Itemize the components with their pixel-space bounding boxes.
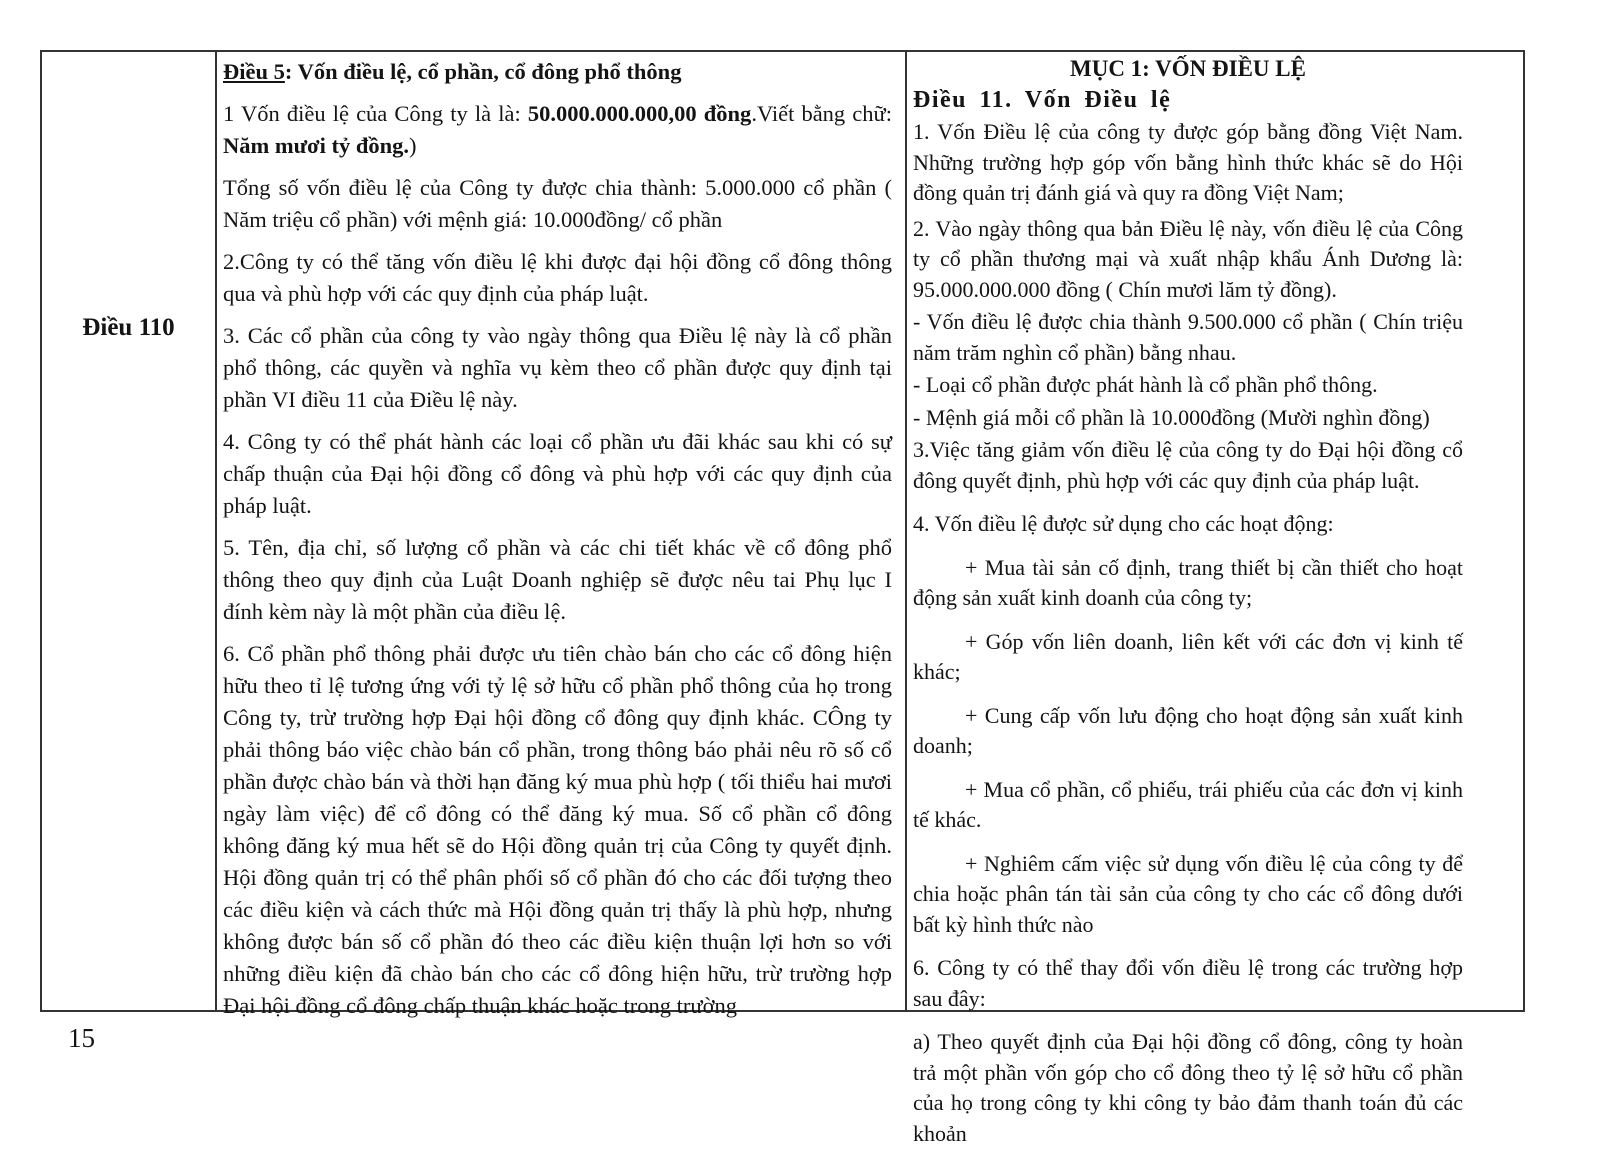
section-1-heading: MỤC 1: VỐN ĐIỀU LỆ bbox=[1070, 56, 1306, 81]
article-5-clause-4: 4. Công ty có thể phát hành các loại cổ phần ưu đãi khác sau khi có sự chấp thuận của Đại hội đồng cổ đông và phù hợp với các quy định của pháp luật. bbox=[223, 429, 892, 518]
page-number: 15 bbox=[68, 1023, 95, 1053]
article-5-total-shares: Tổng số vốn điều lệ của Công ty được chia thành: 5.000.000 cổ phần ( Năm triệu cổ phần) với mệnh giá: 10.000đồng/ cổ phần bbox=[223, 175, 892, 232]
article-11-clause-2: 2. Vào ngày thông qua bản Điều lệ này, vốn điều lệ của Công ty cổ phần thương mại và xuất nhập khẩu Ánh Dương là: 95.000.000.000 đồng ( Chín mươi lăm tỷ đồng). bbox=[913, 215, 1463, 302]
article-11-clause-4-item-1: + Mua tài sản cố định, trang thiết bị cần thiết cho hoạt động sản xuất kinh doanh của công ty; bbox=[913, 554, 1463, 610]
article-11-heading: Điều 11. Vốn Điều lệ bbox=[913, 86, 1172, 113]
article-11-clause-4: 4. Vốn điều lệ được sử dụng cho các hoạt động: bbox=[913, 511, 1334, 536]
charter-capital-words: Năm mươi tỷ đồng. bbox=[223, 133, 409, 158]
article-5-clause-3: 3. Các cổ phần của công ty vào ngày thông qua Điều lệ này là cổ phần phổ thông, các quyền và nghĩa vụ kèm theo cổ phần được quy định tại phần VI điều 11 của Điều lệ này. bbox=[223, 323, 892, 412]
article-5-clause-5: 5. Tên, địa chỉ, số lượng cổ phần và các chi tiết khác về cổ đông phổ thông theo quy định của Luật Doanh nghiệp sẽ được nêu tai Phụ lục I đính kèm này là một phần của điều lệ. bbox=[223, 535, 892, 624]
article-11-clause-6a: a) Theo quyết định của Đại hội đồng cổ đông, công ty hoàn trả một phần vốn góp cho cổ đông theo tỷ lệ sở hữu cổ phần của họ trong công ty khi công ty bảo đảm thanh toán đủ các khoản bbox=[913, 1029, 1463, 1146]
article-11-clause-6: 6. Công ty có thể thay đổi vốn điều lệ trong các trường hợp sau đây: bbox=[913, 955, 1463, 1011]
article-number-cell bbox=[42, 52, 217, 1010]
article-number-label: Điều 110 bbox=[82, 314, 175, 341]
article-11-clause-2-item-type: - Loại cổ phần được phát hành là cổ phần phổ thông. bbox=[913, 372, 1378, 397]
article-11-clause-4-item-4: + Mua cổ phần, cổ phiếu, trái phiếu của các đơn vị kinh tế khác. bbox=[913, 776, 1463, 832]
article-11-clause-2-item-shares: - Vốn điều lệ được chia thành 9.500.000 cổ phần ( Chín triệu năm trăm nghìn cổ phần) bằng nhau. bbox=[913, 309, 1463, 365]
article-11-clause-4-item-2: + Góp vốn liên doanh, liên kết với các đơn vị kinh tế khác; bbox=[913, 628, 1463, 684]
article-11-clause-4-item-5: + Nghiêm cấm việc sử dụng vốn điều lệ của công ty để chia hoặc phân tán tài sản của công ty cho các cổ đông dưới bất kỳ hình thức nào bbox=[913, 850, 1463, 937]
charter-capital-amount: 50.000.000.000,00 đồng bbox=[527, 101, 752, 126]
article-5-heading bbox=[223, 56, 892, 88]
article-11-clause-3: 3.Việc tăng giảm vốn điều lệ của công ty do Đại hội đồng cổ đông quyết định, phù hợp với các quy định của pháp luật. bbox=[913, 437, 1463, 493]
section-1-column bbox=[907, 52, 1523, 1146]
article-5-heading-title: : Vốn điều lệ, cổ phần, cổ đông phổ thông bbox=[284, 59, 682, 84]
article-5-clause-6: 6. Cổ phần phổ thông phải được ưu tiên chào bán cho các cổ đông hiện hữu theo tỉ lệ tương ứng với tỷ lệ sở hữu cổ phần phổ thông của họ trong Công ty, trừ trường hợp Đại hội đồng cổ đông quy định khác. CÔng ty phải thông báo việc chào bán cổ phần, trong thông báo phải nêu rõ số cổ phần được chào bán và thời hạn đăng ký mua phù hợp ( tối thiểu hai mươi ngày làm việc) để cổ đông có thể đăng ký mua. Số cổ phần cổ đông không đăng ký mua hết sẽ do Hội đồng quản trị của Công ty quyết định. Hội đồng quản trị có thể phân phối số cổ phần đó cho các đối tượng theo các điều kiện và cách thức mà Hội đồng quản trị thấy là phù hợp, nhưng không được bán số cổ phần đó theo các điều kiện thuận lợi hơn so với những điều kiện đã chào bán cho các cổ đông hiện hữu, trừ trường hợp Đại hội đồng cổ đông chấp thuận khác hoặc trong trường bbox=[223, 641, 892, 1018]
article-5-clause-1: 1 Vốn điều lệ của Công ty là là: 50.000.000.000,00 đồng.Viết bằng chữ: Năm mươi tỷ đồng.) bbox=[223, 101, 892, 158]
article-11-clause-2-item-parvalue: - Mệnh giá mỗi cổ phần là 10.000đồng (Mười nghìn đồng) bbox=[913, 404, 1430, 430]
article-5-clause-2: 2.Công ty có thể tăng vốn điều lệ khi được đại hội đồng cổ đông thông qua và phù hợp với các quy định của pháp luật. bbox=[223, 249, 892, 306]
article-11-clause-1: 1. Vốn Điều lệ của công ty được góp bằng đồng Việt Nam. Những trường hợp góp vốn bằng hình thức khác sẽ do Hội đồng quản trị đánh giá và quy ra đồng Việt Nam; bbox=[913, 119, 1463, 205]
article-5-column bbox=[217, 52, 907, 1018]
article-5-heading-number: Điều 5 bbox=[223, 59, 285, 84]
article-11-clause-4-item-3: + Cung cấp vốn lưu động cho hoạt động sản xuất kinh doanh; bbox=[913, 702, 1463, 758]
